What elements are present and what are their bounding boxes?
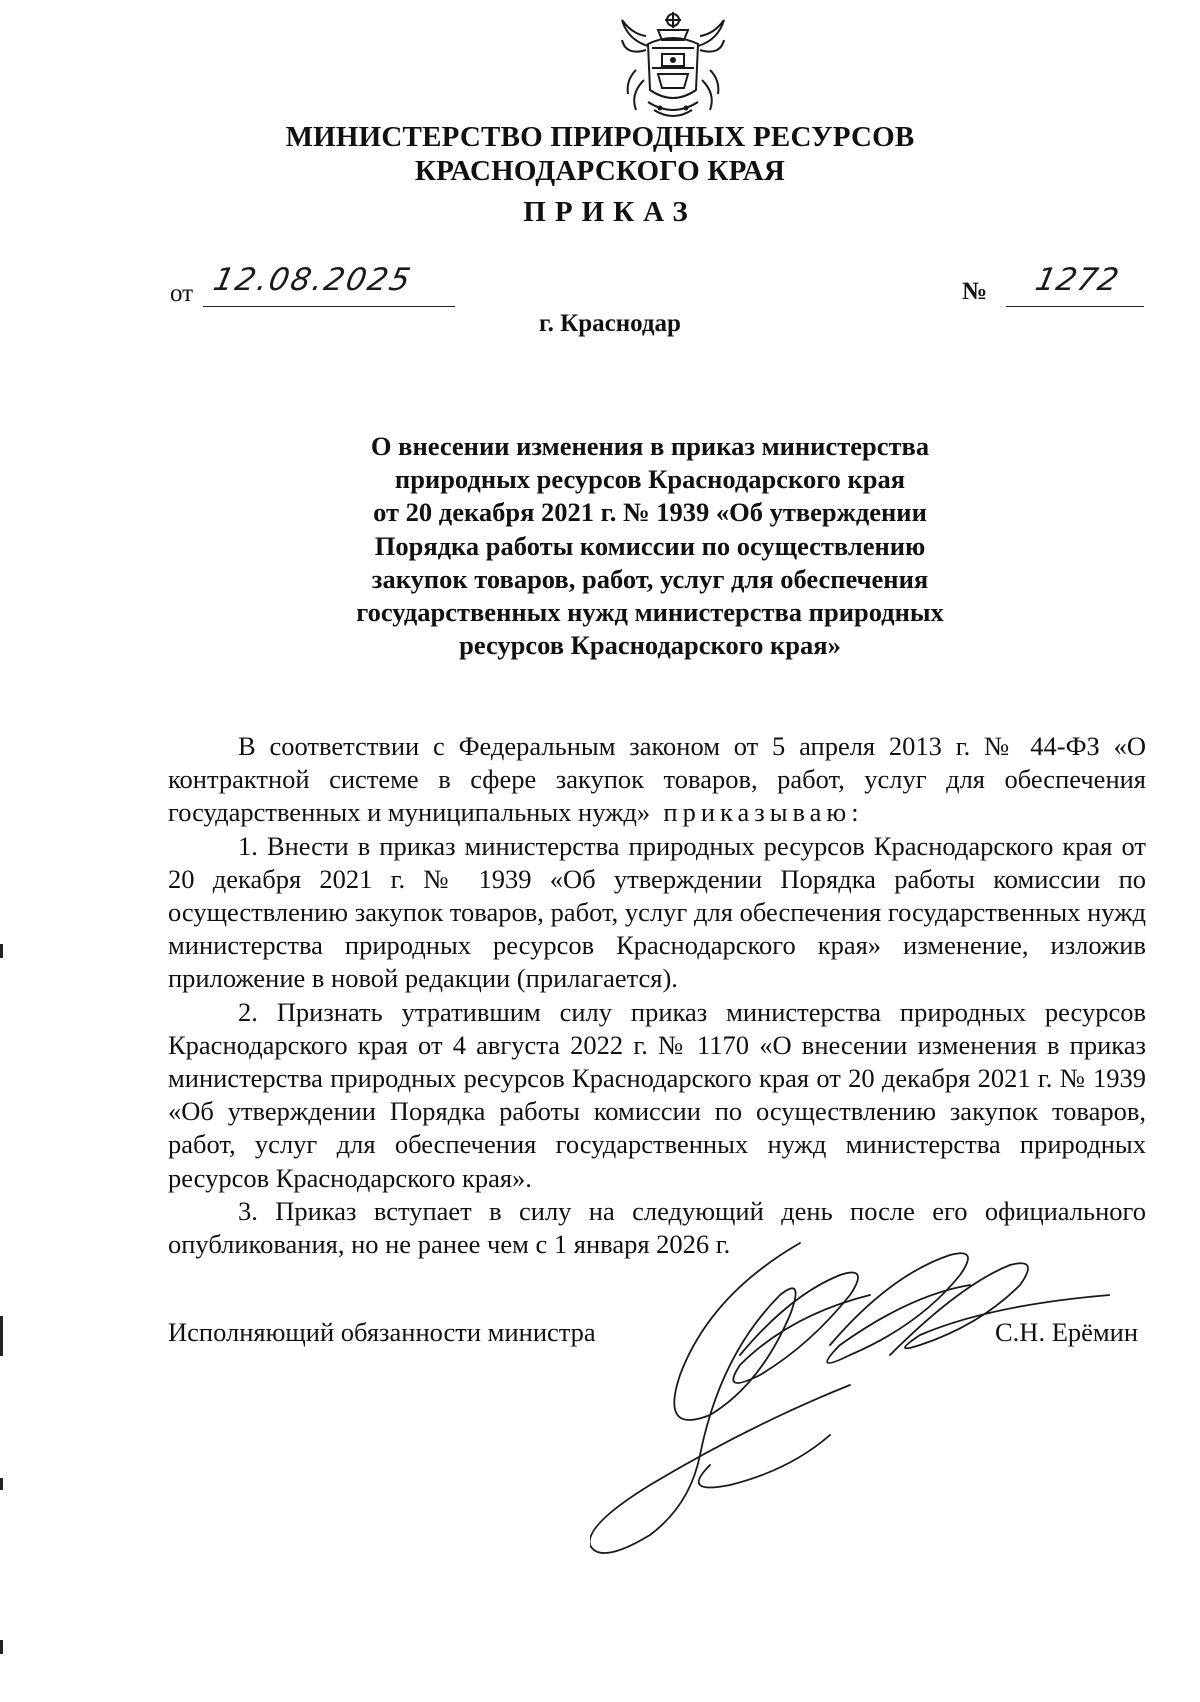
order-subject bbox=[300, 430, 1000, 662]
ministry-line-1: МИНИСТЕРСТВО ПРИРОДНЫХ РЕСУРСОВ bbox=[285, 121, 915, 153]
scan-edge-mark bbox=[0, 1478, 3, 1490]
subject-line: от 20 декабря 2021 г. № 1939 «Об утверждении bbox=[373, 497, 927, 528]
ministry-name bbox=[0, 120, 1200, 188]
date-value: 12.08.2025 bbox=[210, 262, 416, 298]
signer-name: С.Н. Ерёмин bbox=[995, 1317, 1139, 1347]
preamble-paragraph bbox=[168, 730, 1146, 830]
ministry-line-2: КРАСНОДАРСКОГО КРАЯ bbox=[414, 155, 786, 187]
item-1-paragraph: 1. Внести в приказ министерства природных ресурсов Краснодарского края от 20 декабря 2021 г. № 1939 «Об утверждении Порядка работы комиссии по осуществлению закупок товаров, работ, услуг для обеспечения государственных нужд министерства природных ресурсов Краснодарского края» изменение, изложив приложение в новой редакции (прилагается). bbox=[168, 830, 1146, 994]
doc-type-title: ПРИКАЗ bbox=[523, 196, 697, 228]
city: г. Краснодар bbox=[539, 310, 681, 337]
date-label: от bbox=[170, 280, 194, 307]
scan-edge-mark bbox=[0, 1640, 3, 1654]
order-body bbox=[168, 730, 1146, 1261]
scan-edge-mark bbox=[0, 944, 3, 958]
number-underline bbox=[1006, 306, 1144, 307]
subject-line: О внесении изменения в приказ министерства bbox=[370, 431, 930, 461]
item-3-paragraph: 3. Приказ вступает в силу на следующий день после его официального опубликования, но не ранее чем с 1 января 2026 г. bbox=[168, 1195, 1146, 1260]
subject-line: Порядка работы комиссии по осуществлению bbox=[374, 530, 926, 561]
subject-line: закупок товаров, работ, услуг для обеспечения bbox=[371, 563, 929, 594]
preamble-text: В соответствии с Федеральным законом от 5 апреля 2013 г. № 44-ФЗ «О контрактной системе в сфере закупок товаров, работ, услуг для обеспечения государственных и муниципальных нужд» bbox=[168, 731, 1146, 828]
preamble-verb: приказываю: bbox=[663, 797, 864, 828]
signer-title: Исполняющий обязанности министра bbox=[168, 1317, 596, 1347]
subject-line: ресурсов Краснодарского края» bbox=[459, 630, 841, 661]
item-2-paragraph: 2. Признать утратившим силу приказ министерства природных ресурсов Краснодарского края от 4 августа 2022 г. № 1170 «О внесении изменения в приказ министерства природных ресурсов Краснодарского края от 20 декабря 2021 г. № 1939 «Об утверждении Порядка работы комиссии по осуществлению закупок товаров, работ, услуг для обеспечения государственных нужд министерства природных ресурсов Краснодарского края». bbox=[168, 996, 1146, 1193]
coat-of-arms-icon bbox=[618, 10, 728, 122]
date-underline bbox=[203, 306, 455, 307]
number-label: № bbox=[962, 278, 988, 305]
handwritten-signature bbox=[590, 1235, 1110, 1565]
number-value: 1272 bbox=[1032, 262, 1123, 298]
subject-line: государственных нужд министерства природных bbox=[356, 597, 944, 628]
subject-line: природных ресурсов Краснодарского края bbox=[394, 464, 906, 495]
scan-edge-mark bbox=[0, 1316, 3, 1356]
